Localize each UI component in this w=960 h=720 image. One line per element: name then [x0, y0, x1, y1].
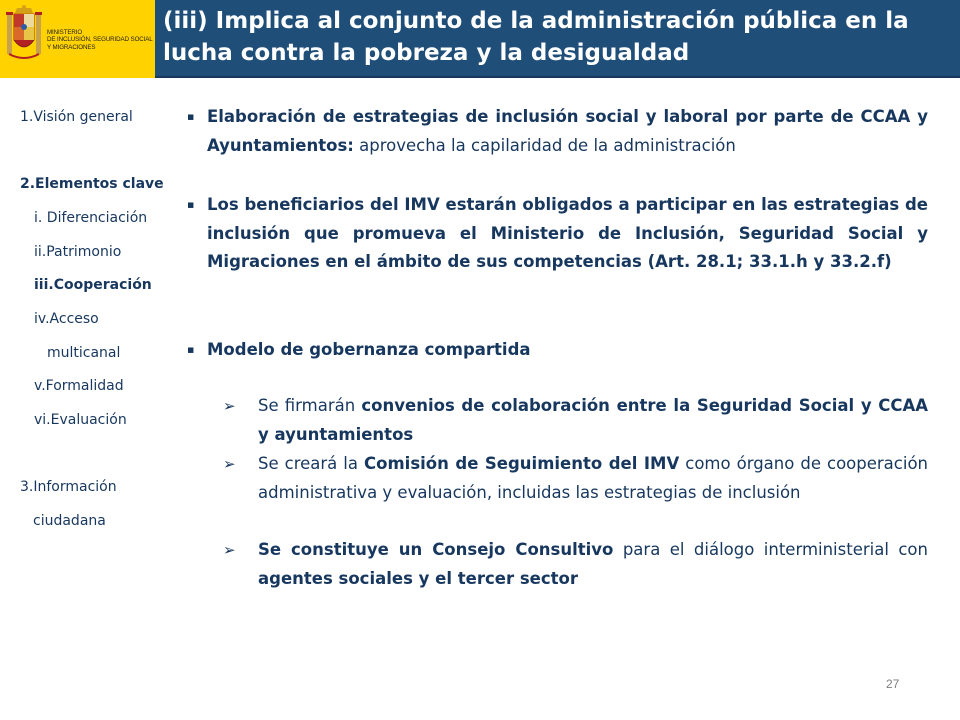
- nav-item-informacion: 3.Información: [20, 479, 117, 495]
- nav-item-evaluacion: vi.Evaluación: [34, 412, 127, 428]
- nav-item-multicanal: multicanal: [47, 345, 121, 361]
- arrow-bullet-icon: ➢: [223, 455, 236, 473]
- ministry-logo: [0, 0, 155, 78]
- title-bar: [155, 0, 960, 78]
- sub-item-comision: ➢ Se creará la Comisión de Seguimiento del IMV como órgano de cooperación administrativa y evaluación, incluidas las estrategias de inclusión: [223, 450, 928, 507]
- arrow-bullet-icon: ➢: [223, 397, 236, 415]
- nav-item-formalidad: v.Formalidad: [34, 378, 124, 394]
- nav-item-diferenciacion: i. Diferenciación: [34, 210, 148, 226]
- nav-item-patrimonio: ii.Patrimonio: [34, 244, 122, 260]
- nav-item-vision-general: 1.Visión general: [20, 109, 133, 125]
- nav-item-ciudadana: ciudadana: [33, 513, 106, 529]
- page-number: 27: [886, 677, 900, 691]
- bullet-estrategias: ▪ Elaboración de estrategias de inclusión social y laboral por parte de CCAA y Ayuntamientos: aprovecha la capilaridad de la administración: [187, 103, 928, 160]
- square-bullet-icon: ▪: [187, 198, 195, 211]
- nav-item-elementos-clave: 2.Elementos clave: [20, 176, 164, 192]
- arrow-bullet-icon: ➢: [223, 541, 236, 559]
- square-bullet-icon: ▪: [187, 110, 195, 123]
- coat-of-arms-icon: [5, 4, 43, 64]
- sub-item-consejo: ➢ Se constituye un Consejo Consultivo para el diálogo interministerial con agentes sociales y el tercer sector: [223, 536, 928, 593]
- square-bullet-icon: ▪: [187, 343, 195, 356]
- sub-item-convenios: ➢ Se firmarán convenios de colaboración entre la Seguridad Social y CCAA y ayuntamientos: [223, 392, 928, 449]
- ministry-name: MINISTERIO DE INCLUSIÓN, SEGURIDAD SOCIAL Y MIGRACIONES: [47, 29, 153, 51]
- bullet-gobernanza: ▪ Modelo de gobernanza compartida: [187, 336, 928, 365]
- slide-title: (iii) Implica al conjunto de la administración pública en la lucha contra la pobreza y la desigualdad: [163, 8, 909, 66]
- nav-item-cooperacion: iii.Cooperación: [34, 277, 152, 293]
- bullet-beneficiarios: ▪ Los beneficiarios del IMV estarán obligados a participar en las estrategias de inclusión que promueva el Ministerio de Inclusión, Seguridad Social y Migraciones en el ámbito de sus competencias (Art. 28.1; 33.1.h y 33.2.f): [187, 191, 928, 277]
- nav-item-acceso: iv.Acceso: [34, 311, 99, 327]
